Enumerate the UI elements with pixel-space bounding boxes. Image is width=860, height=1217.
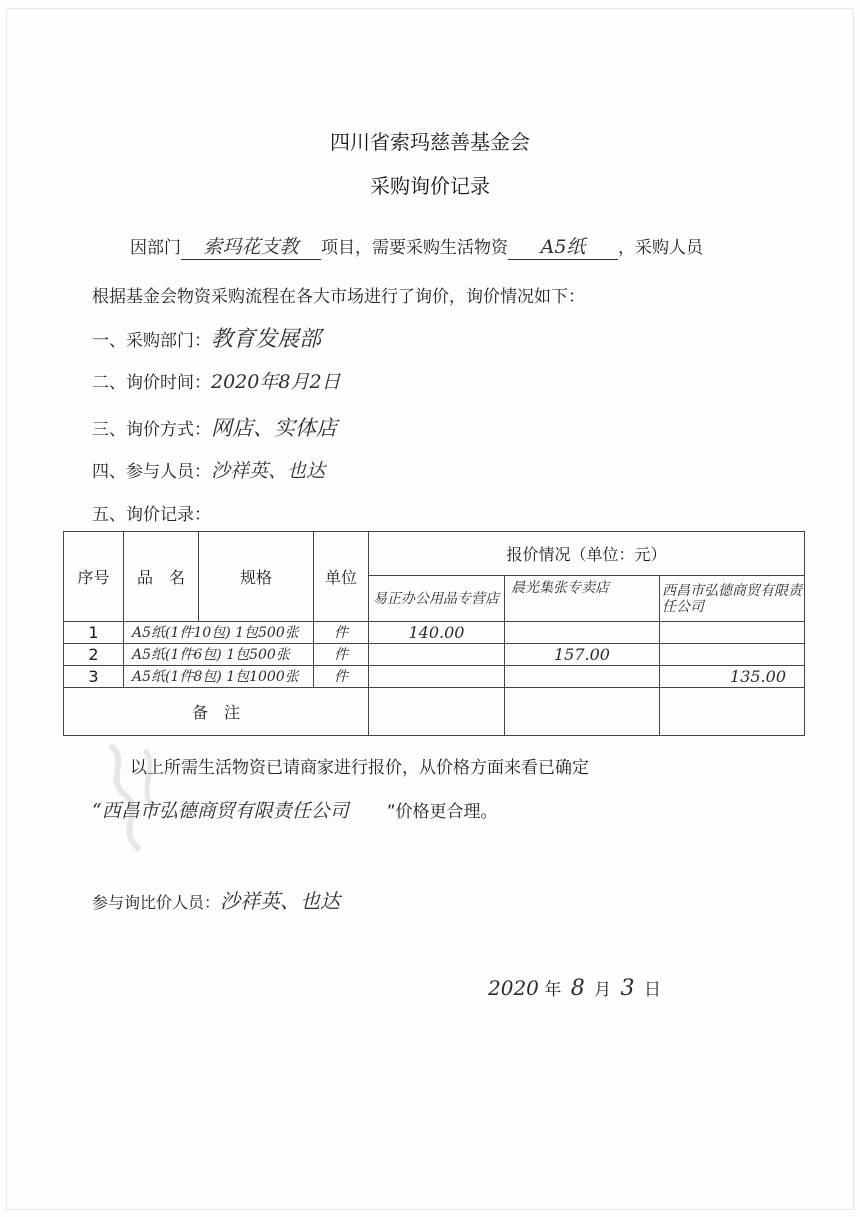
section-label: 四、参与人员： — [92, 462, 211, 482]
row-price — [660, 622, 805, 644]
header-spec: 规格 — [199, 532, 314, 622]
date-month-label: 月 — [594, 980, 612, 1000]
remark-cell — [369, 688, 505, 736]
row-item-spec: A5纸(1件10包) 1包500张 — [124, 622, 314, 644]
chosen-supplier: “西昌市弘德商贸有限责任公司 — [92, 800, 349, 822]
row-unit: 件 — [314, 622, 369, 644]
table-row — [64, 644, 805, 666]
date-day-label: 日 — [643, 980, 661, 1000]
intro-line-2: 根据基金会物资采购流程在各大市场进行了询价，询价情况如下： — [92, 287, 585, 307]
row-price — [369, 644, 505, 666]
conclusion-line-2 — [92, 796, 498, 823]
header-item: 品 名 — [124, 532, 199, 622]
table-row — [64, 622, 805, 644]
row-price — [660, 644, 805, 666]
intro-line-1 — [130, 232, 703, 260]
conclusion-line-1: 以上所需生活物资已请商家进行报价，从价格方面来看已确定 — [130, 758, 589, 778]
date-year: 2020 — [488, 976, 539, 1000]
section-inquiry-method — [92, 412, 337, 442]
section-value: 2020年8月2日 — [211, 371, 341, 393]
intro-mid: 项目，需要采购生活物资 — [321, 238, 508, 258]
row-price — [505, 666, 660, 688]
table-row — [64, 666, 805, 688]
remark-cell — [505, 688, 660, 736]
header-unit: 单位 — [314, 532, 369, 622]
org-title: 四川省索玛慈善基金会 — [330, 130, 530, 154]
remark-label: 备 注 — [64, 688, 369, 736]
supplier-3: 西昌市弘德商贸有限责任公司 — [660, 576, 805, 622]
participants-line — [92, 885, 340, 914]
row-price — [369, 666, 505, 688]
row-seq: 3 — [64, 666, 124, 688]
section-label: 二、询价时间： — [92, 373, 211, 393]
supplier-1: 易正办公用品专营店 — [369, 576, 505, 622]
supplier-2: 晨光集张专卖店 — [505, 576, 660, 622]
section-purchase-dept — [92, 322, 321, 353]
doc-title: 采购询价记录 — [370, 174, 490, 198]
section-label: 五、询价记录： — [92, 505, 211, 525]
material-name: A5纸 — [508, 232, 618, 260]
section-label: 三、询价方式： — [92, 420, 211, 440]
header-seq: 序号 — [64, 532, 124, 622]
header-quote-group: 报价情况（单位：元） — [369, 532, 805, 576]
section-inquiry-time — [92, 367, 341, 394]
intro-prefix: 因部门 — [130, 238, 181, 258]
quote-table — [63, 531, 805, 736]
row-price: 135.00 — [660, 666, 805, 688]
participants-label: 参与询比价人员： — [92, 893, 221, 912]
date-day: 3 — [620, 976, 635, 1001]
table-header-row — [64, 532, 805, 576]
table-remark-row — [64, 688, 805, 736]
row-unit: 件 — [314, 666, 369, 688]
row-unit: 件 — [314, 644, 369, 666]
section-value: 沙祥英、也达 — [211, 460, 326, 482]
section-value: 教育发展部 — [211, 327, 322, 352]
department-project: 索玛花支教 — [181, 232, 321, 260]
row-seq: 1 — [64, 622, 124, 644]
row-price: 157.00 — [505, 644, 660, 666]
section-participants — [92, 456, 325, 483]
section-inquiry-record — [92, 500, 211, 525]
date-month: 8 — [570, 976, 585, 1001]
row-price — [505, 622, 660, 644]
section-value: 网店、实体店 — [211, 416, 337, 440]
remark-cell — [660, 688, 805, 736]
row-price: 140.00 — [369, 622, 505, 644]
participants-names: 沙祥英、也达 — [220, 889, 341, 913]
row-item-spec: A5纸(1件6包) 1包500张 — [124, 644, 314, 666]
intro-suffix: ，采购人员 — [618, 238, 703, 258]
document-date — [488, 975, 661, 1001]
row-seq: 2 — [64, 644, 124, 666]
row-item-spec: A5纸(1件8包) 1包1000张 — [124, 666, 314, 688]
date-year-label: 年 — [544, 980, 562, 1000]
conclusion-suffix: ”价格更合理。 — [386, 802, 498, 822]
section-label: 一、采购部门： — [92, 331, 211, 351]
